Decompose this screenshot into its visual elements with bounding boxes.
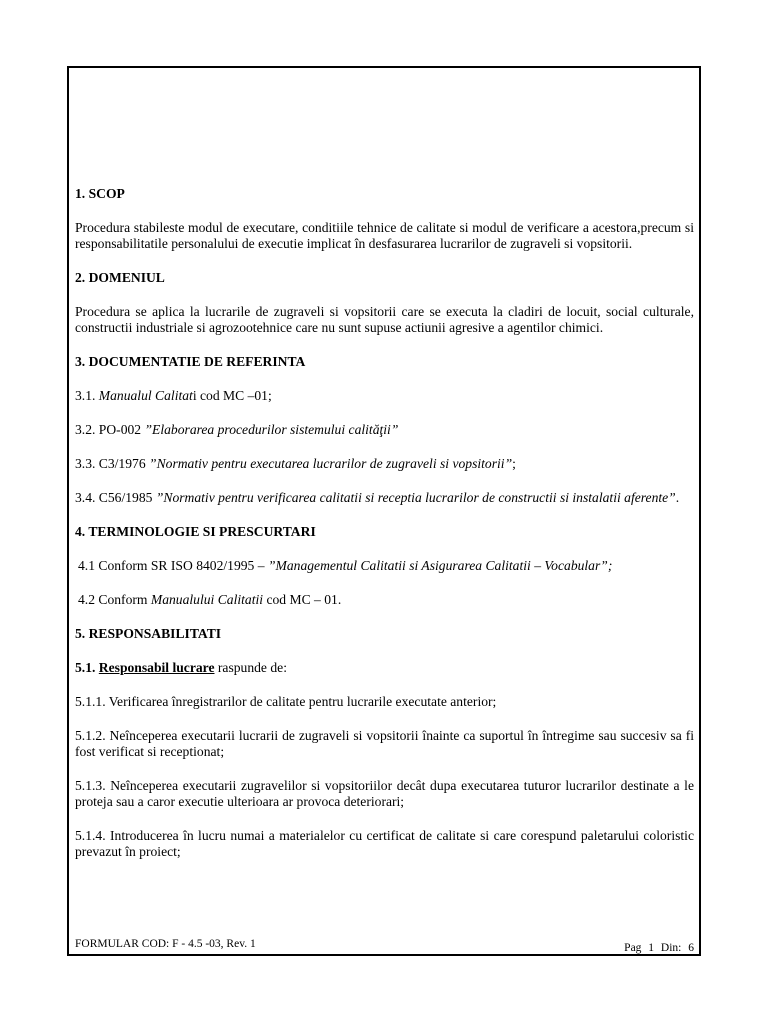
responsibility-item: 5.1.3. Neînceperea executarii zugravelilor si vopsitoriilor decât dupa executarea tuturor lucrarilor destinate a le proteja sau a caror executie ulterioara ar provoca deteriorari; xyxy=(75,778,694,809)
form-code: FORMULAR COD: F - 4.5 -03, Rev. 1 xyxy=(75,938,256,950)
document-body xyxy=(75,186,694,878)
section-heading-domeniul: 2. DOMENIUL xyxy=(75,270,165,285)
reference-title: Manualul Calitat xyxy=(98,388,193,403)
reference-suffix: i cod MC –01; xyxy=(192,388,272,403)
responsibility-suffix: raspunde de: xyxy=(217,660,287,675)
terminology-title: ”Managementul Calitatii si Asigurarea Calitatii – Vocabular”; xyxy=(267,558,613,573)
reference-prefix: 3.1. xyxy=(75,388,96,403)
reference-prefix: 3.2. PO-002 xyxy=(75,422,142,437)
terminology-item-4-2 xyxy=(75,592,694,608)
reference-prefix: 3.4. C56/1985 xyxy=(75,490,153,505)
reference-suffix: . xyxy=(675,490,680,505)
terminology-prefix: 4.2 Conform xyxy=(78,592,148,607)
terminology-title: Manualului Calitatii xyxy=(150,592,264,607)
section-text-scop: Procedura stabileste modul de executare, conditiile tehnice de calitate si modul de verificare a acestora,precum si responsabilitatile personalului de executie implicat în desfasurarea lucrarilor de zugraveli si vopsitorii. xyxy=(75,220,694,251)
reference-item-3-4 xyxy=(75,490,694,506)
responsibility-item: 5.1.4. Introducerea în lucru numai a materialelor cu certificat de calitate si care corespund paletarului coloristic prevazut în proiect; xyxy=(75,828,694,859)
section-heading-responsabilitati: 5. RESPONSABILITATI xyxy=(75,626,222,641)
reference-title: ”Elaborarea procedurilor sistemului calităţii” xyxy=(144,422,399,437)
reference-title: ”Normativ pentru verificarea calitatii si receptia lucrarilor de constructii si instalatii aferente” xyxy=(155,490,676,505)
reference-title: ”Normativ pentru executarea lucrarilor de zugraveli si vopsitorii” xyxy=(149,456,513,471)
reference-item-3-1 xyxy=(75,388,694,404)
page-current: Pag 1 xyxy=(624,942,655,954)
section-text-domeniul: Procedura se aplica la lucrarile de zugraveli si vopsitorii care se executa la cladiri de locuit, social culturale, constructii industriale si agrozootehnice care nu sunt supuse actiunii agresive a agentilor chimici. xyxy=(75,304,694,335)
terminology-suffix: cod MC – 01. xyxy=(266,592,342,607)
reference-suffix: ; xyxy=(512,456,516,471)
terminology-prefix: 4.1 Conform SR ISO 8402/1995 – xyxy=(78,558,265,573)
reference-prefix: 3.3. C3/1976 xyxy=(75,456,146,471)
responsibility-role: Responsabil lucrare xyxy=(98,660,215,675)
responsibility-item: 5.1.2. Neînceperea executarii lucrarii de zugraveli si vopsitorii înainte ca suportul în întregime sau succesiv sa fi fost verificat si receptionat; xyxy=(75,728,694,759)
page-frame xyxy=(67,66,701,956)
responsibility-number: 5.1. xyxy=(75,660,96,675)
section-heading-scop: 1. SCOP xyxy=(75,186,125,201)
page-number xyxy=(624,942,694,954)
responsibility-subheading xyxy=(75,660,694,676)
page-total: Din: 6 xyxy=(660,942,694,954)
reference-item-3-2 xyxy=(75,422,694,438)
section-heading-terminologie: 4. TERMINOLOGIE SI PRESCURTARI xyxy=(75,524,316,539)
terminology-item-4-1 xyxy=(75,558,694,574)
reference-item-3-3 xyxy=(75,456,694,472)
section-heading-documentatie: 3. DOCUMENTATIE DE REFERINTA xyxy=(75,354,306,369)
responsibility-item: 5.1.1. Verificarea înregistrarilor de calitate pentru lucrarile executate anterior; xyxy=(75,694,497,709)
